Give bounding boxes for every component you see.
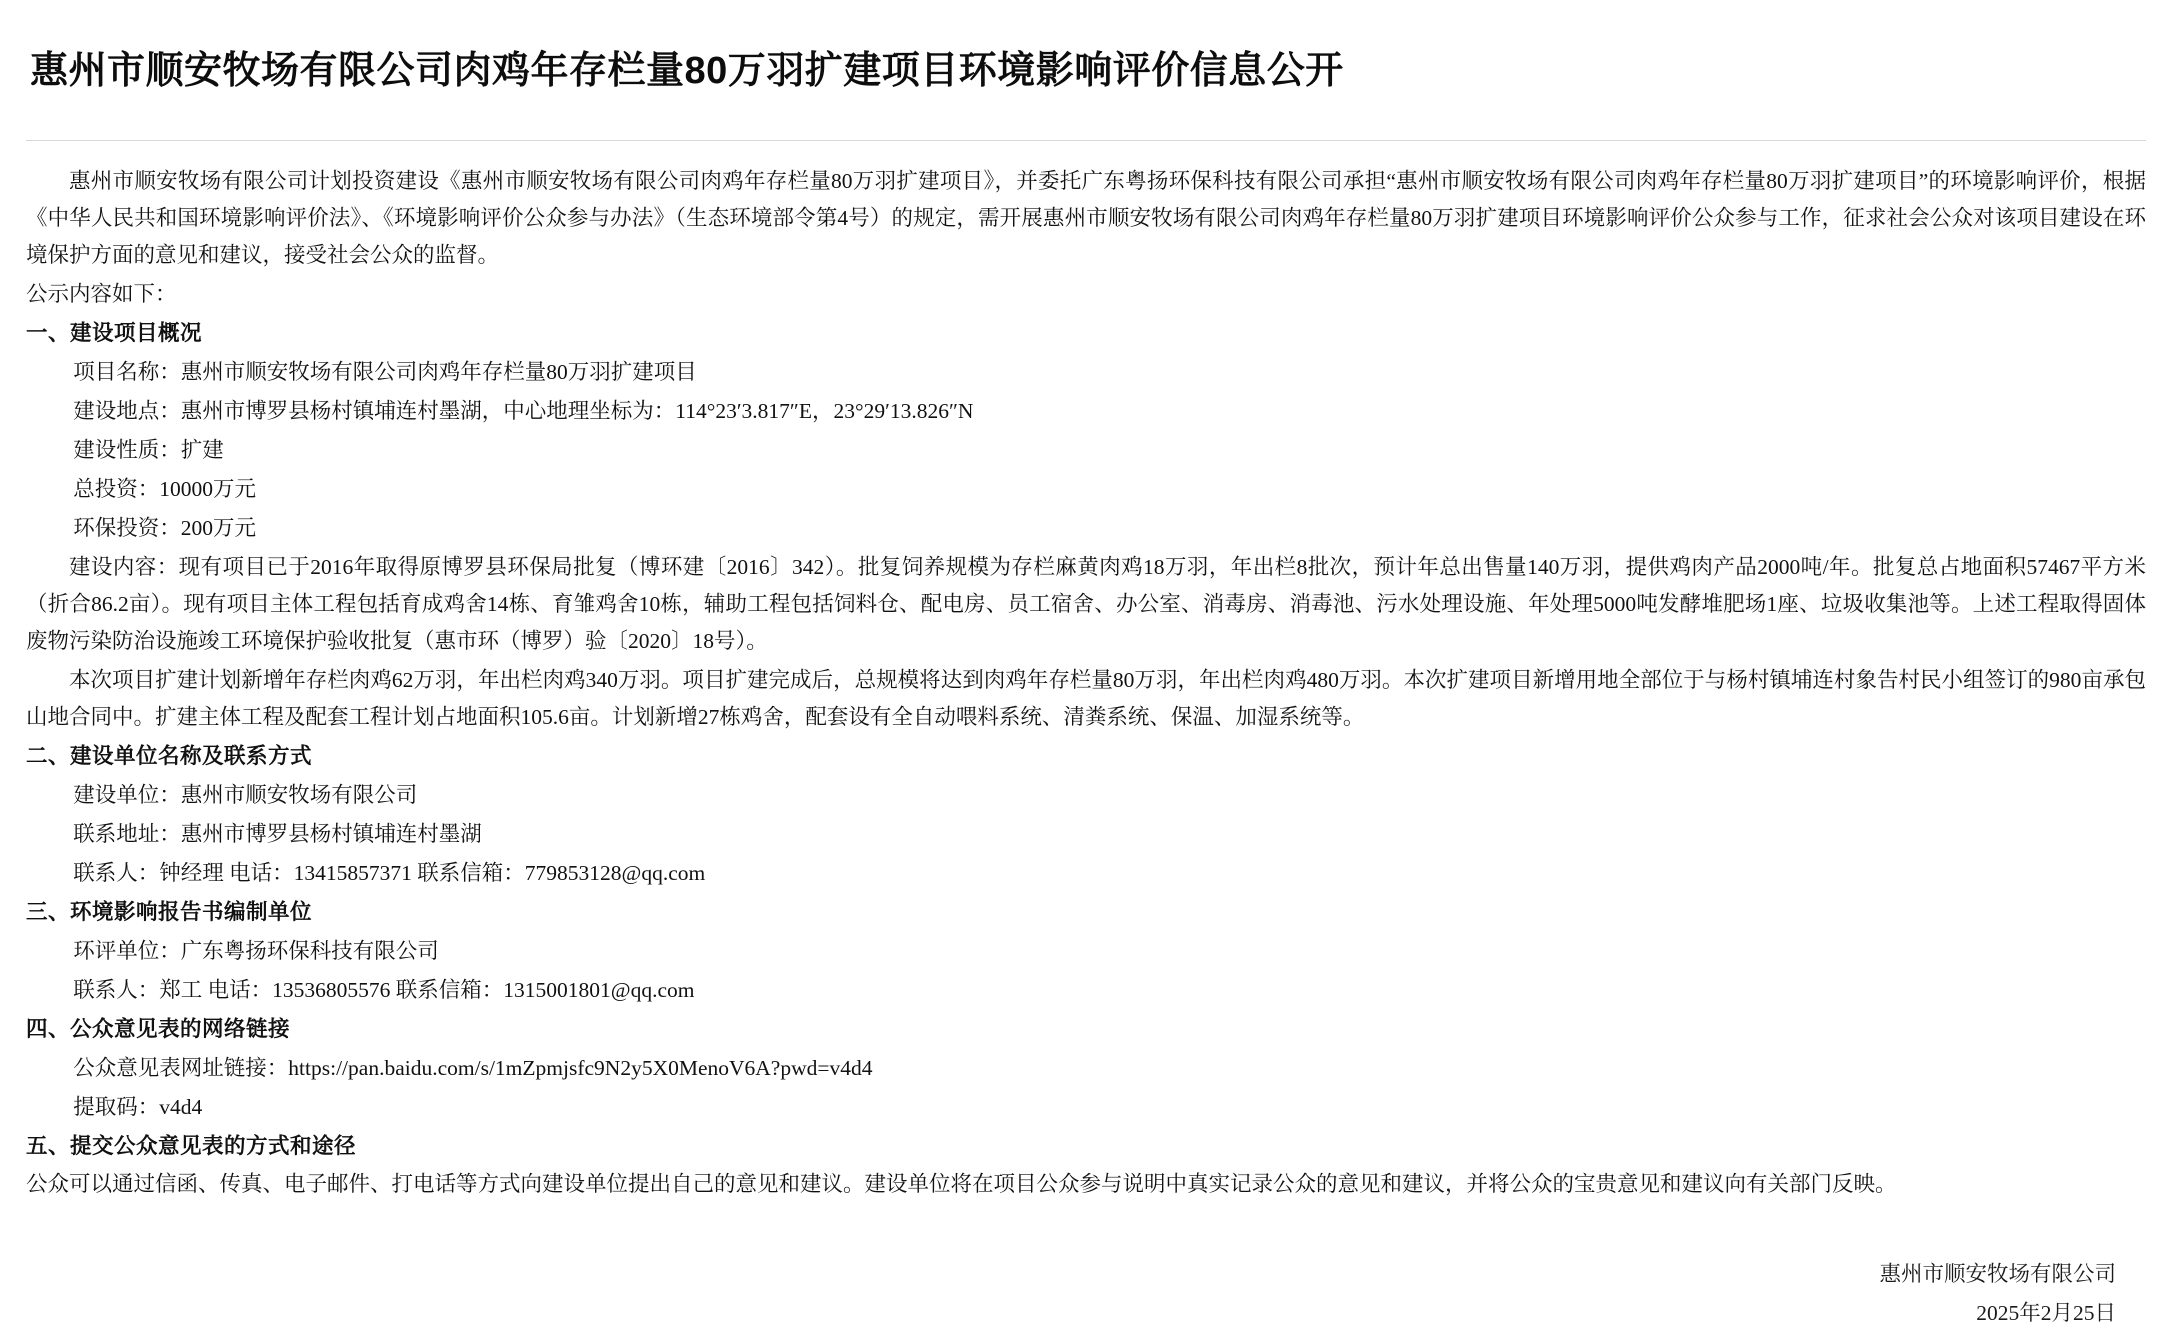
section-heading-3: 三、环境影响报告书编制单位 xyxy=(26,899,313,924)
section-1-item-5: 环保投资：200万元 xyxy=(73,516,257,541)
extraction-code: 提取码：v4d4 xyxy=(73,1094,203,1119)
section-1-item-2: 建设地点：惠州市博罗县杨村镇埔连村墨湖，中心地理坐标为：114°23′3.817″E，23°29′13.826″N xyxy=(73,399,974,424)
section-1-item-3: 建设性质：扩建 xyxy=(73,438,224,463)
section-3-item-1: 环评单位：广东粤扬环保科技有限公司 xyxy=(73,938,439,963)
section-2-item-1: 建设单位：惠州市顺安牧场有限公司 xyxy=(73,782,418,807)
signature-org: 惠州市顺安牧场有限公司 xyxy=(1879,1262,2116,1287)
public-opinion-form-link[interactable]: 公众意见表网址链接：https://pan.baidu.com/s/1mZpmjsfc9N2y5X0MenoV6A?pwd=v4d4 xyxy=(73,1055,873,1080)
intro-paragraph: 惠州市顺安牧场有限公司计划投资建设《惠州市顺安牧场有限公司肉鸡年存栏量80万羽扩建项目》，并委托广东粤扬环保科技有限公司承担“惠州市顺安牧场有限公司肉鸡年存栏量80万羽扩建项目”的环境影响评价，根据《中华人民共和国环境影响评价法》、《环境影响评价公众参与办法》（生态环境部令第4号）的规定，需开展惠州市顺安牧场有限公司肉鸡年存栏量80万羽扩建项目环境影响评价公众参与工作，征求社会公众对该项目建设在环境保护方面的意见和建议，接受社会公众的监督。 xyxy=(26,169,2146,268)
section-heading-4: 四、公众意见表的网络链接 xyxy=(26,1016,291,1041)
section-1-item-4: 总投资：10000万元 xyxy=(73,477,257,502)
signature-block xyxy=(26,1255,2146,1332)
section-5-paragraph-1: 公众可以通过信函、传真、电子邮件、打电话等方式向建设单位提出自己的意见和建议。建设单位将在项目公众参与说明中真实记录公众的意见和建议，并将公众的宝贵意见和建议向有关部门反映。 xyxy=(26,1172,1897,1197)
section-2-item-2: 联系地址：惠州市博罗县杨村镇埔连村墨湖 xyxy=(73,821,482,846)
section-2-item-3: 联系人：钟经理 电话：13415857371 联系信箱：779853128@qq.com xyxy=(73,860,706,885)
section-heading-1: 一、建设项目概况 xyxy=(26,321,203,346)
section-1-paragraph-2: 本次项目扩建计划新增年存栏肉鸡62万羽，年出栏肉鸡340万羽。项目扩建完成后，总规模将达到肉鸡年存栏量80万羽，年出栏肉鸡480万羽。本次扩建项目新增用地全部位于与杨村镇埔连村象告村民小组签订的980亩承包山地合同中。扩建主体工程及配套工程计划占地面积105.6亩。计划新增27栋鸡舍，配套设有全自动喂料系统、清粪系统、保温、加湿系统等。 xyxy=(26,667,2146,729)
document-body xyxy=(26,163,2146,1203)
section-1-paragraph-1: 建设内容：现有项目已于2016年取得原博罗县环保局批复（博环建〔2016〕342）。批复饲养规模为存栏麻黄肉鸡18万羽，年出栏8批次，预计年总出售量140万羽，提供鸡肉产品2000吨/年。批复总占地面积57467平方米（折合86.2亩）。现有项目主体工程包括育成鸡舍14栋、育雏鸡舍10栋，辅助工程包括饲料仓、配电房、员工宿舍、办公室、消毒房、消毒池、污水处理设施、年处理5000吨发酵堆肥场1座、垃圾收集池等。上述工程取得固体废物污染防治设施竣工环境保护验收批复（惠市环（博罗）验〔2020〕18号）。 xyxy=(26,554,2146,653)
notice-lead: 公示内容如下： xyxy=(26,282,177,307)
section-3-item-2: 联系人：郑工 电话：13536805576 联系信箱：1315001801@qq.com xyxy=(73,977,695,1002)
section-heading-2: 二、建设单位名称及联系方式 xyxy=(26,743,313,768)
section-heading-5: 五、提交公众意见表的方式和途径 xyxy=(26,1133,357,1158)
section-1-item-1: 项目名称：惠州市顺安牧场有限公司肉鸡年存栏量80万羽扩建项目 xyxy=(73,360,697,385)
signature-date: 2025年2月25日 xyxy=(1976,1301,2116,1326)
title-divider xyxy=(26,140,2146,141)
page-title: 惠州市顺安牧场有限公司肉鸡年存栏量80万羽扩建项目环境影响评价信息公开 xyxy=(30,50,1344,93)
